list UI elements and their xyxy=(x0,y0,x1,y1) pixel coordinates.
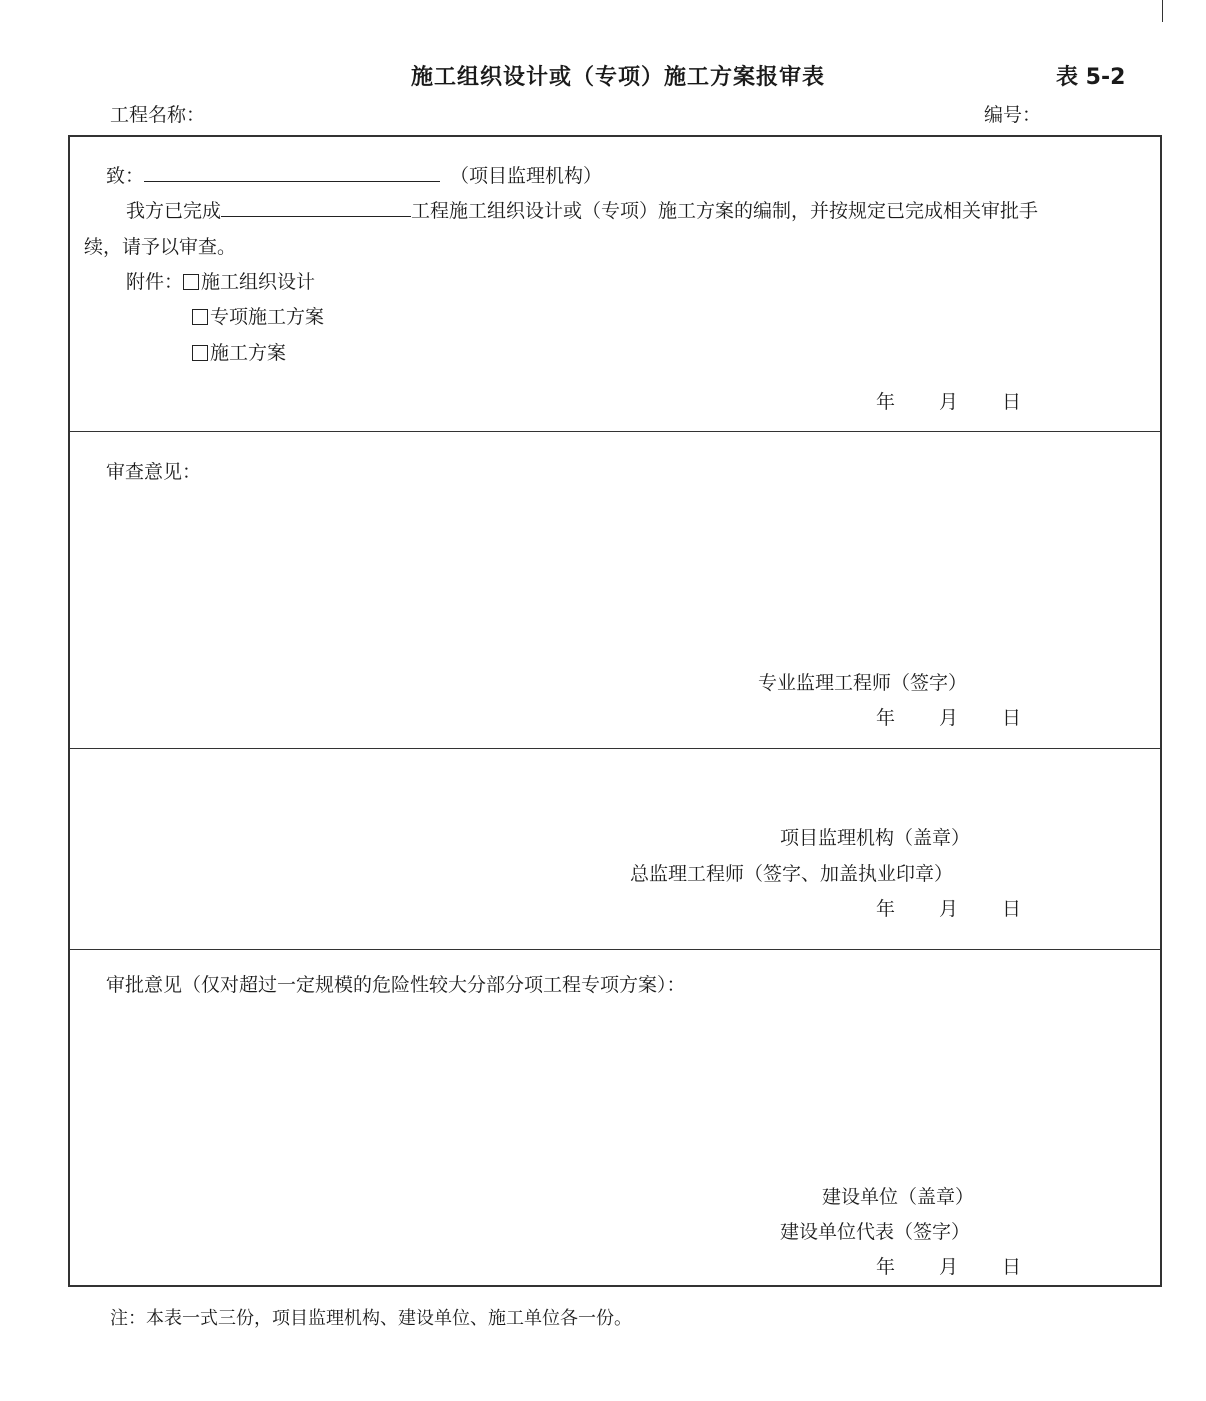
section2-date xyxy=(876,703,1021,730)
attachment-row-2 xyxy=(192,302,324,329)
section4-date xyxy=(876,1252,1021,1279)
corner-mark xyxy=(1162,0,1163,22)
attachment-construction-design: 施工组织设计 xyxy=(201,271,316,293)
attachment-row-3 xyxy=(192,338,286,365)
footer-note: 注：本表一式三份，项目监理机构、建设单位、施工单位各一份。 xyxy=(110,1308,632,1329)
table-number: 表 5-2 xyxy=(1056,65,1126,90)
recipient-suffix: （项目监理机构） xyxy=(450,165,603,187)
project-blank[interactable] xyxy=(221,198,411,217)
divider-1 xyxy=(70,431,1160,432)
attachment-special-plan: 专项施工方案 xyxy=(210,306,325,328)
form-number-label: 编号： xyxy=(984,104,1042,126)
month-label: 月 xyxy=(939,898,959,920)
body-line-1 xyxy=(126,196,1038,223)
checkbox-construction-design[interactable] xyxy=(183,274,199,290)
checkbox-construction-plan[interactable] xyxy=(192,345,208,361)
month-label: 月 xyxy=(939,391,959,413)
project-name-label: 工程名称： xyxy=(110,104,206,126)
chief-engineer-signature: 总监理工程师（签字、加盖执业印章） xyxy=(630,863,954,885)
supervision-seal: 项目监理机构（盖章） xyxy=(780,827,971,849)
day-label: 日 xyxy=(1002,1256,1022,1278)
day-label: 日 xyxy=(1002,391,1022,413)
specialist-engineer-signature: 专业监理工程师（签字） xyxy=(758,672,968,694)
checkbox-special-plan[interactable] xyxy=(192,309,208,325)
attachment-construction-plan: 施工方案 xyxy=(210,342,287,364)
owner-seal: 建设单位（盖章） xyxy=(822,1186,975,1208)
month-label: 月 xyxy=(939,1256,959,1278)
recipient-blank[interactable] xyxy=(144,163,440,182)
day-label: 日 xyxy=(1002,707,1022,729)
divider-2 xyxy=(70,748,1160,749)
approval-form-table xyxy=(68,135,1162,1287)
approval-opinion-label: 审批意见（仅对超过一定规模的危险性较大分部分项工程专项方案）： xyxy=(106,974,686,996)
year-label: 年 xyxy=(876,1256,896,1278)
month-label: 月 xyxy=(939,707,959,729)
day-label: 日 xyxy=(1002,898,1022,920)
divider-3 xyxy=(70,949,1160,950)
review-opinion-label: 审查意见： xyxy=(106,461,202,483)
to-label: 致： xyxy=(106,165,145,187)
year-label: 年 xyxy=(876,707,896,729)
body-line-2: 续，请予以审查。 xyxy=(84,236,237,258)
section1-date xyxy=(876,387,1021,414)
year-label: 年 xyxy=(876,898,896,920)
form-title: 施工组织设计或（专项）施工方案报审表 xyxy=(410,65,825,90)
owner-representative-signature: 建设单位代表（签字） xyxy=(780,1221,971,1243)
to-line xyxy=(106,161,602,188)
attachment-row-1 xyxy=(126,267,315,294)
body-suffix: 工程施工组织设计或（专项）施工方案的编制，并按规定已完成相关审批手 xyxy=(411,200,1039,222)
section3-date xyxy=(876,894,1021,921)
year-label: 年 xyxy=(876,391,896,413)
body-prefix: 我方已完成 xyxy=(126,200,222,222)
attachment-label: 附件： xyxy=(126,271,184,293)
